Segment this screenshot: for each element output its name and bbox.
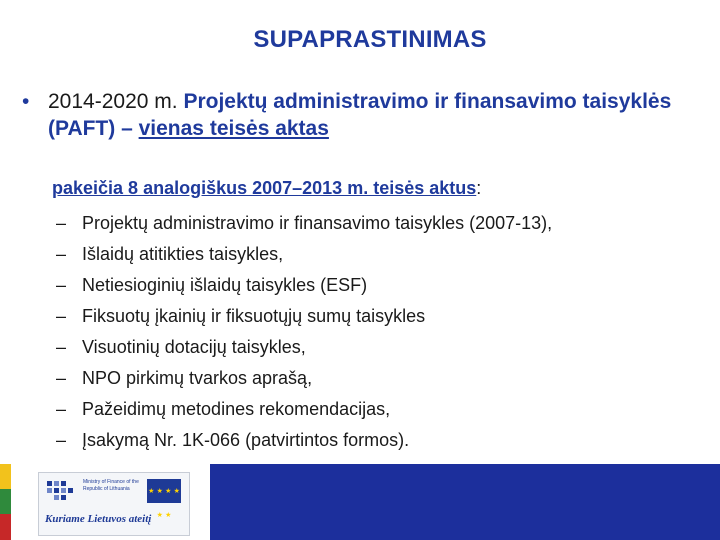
list-item-text: Išlaidų atitikties taisykles, bbox=[82, 244, 284, 264]
sub-intro bbox=[52, 178, 481, 199]
main-bullet-text bbox=[48, 88, 702, 142]
dash-marker: – bbox=[56, 399, 67, 419]
footer bbox=[0, 464, 720, 540]
eu-stars: ★ ★ ★ ★ ★ ★ bbox=[148, 487, 180, 519]
dash-marker: – bbox=[56, 213, 67, 233]
list-item-text: Projektų administravimo ir finansavimo taisykles (2007-13), bbox=[82, 213, 553, 233]
list-item-text: NPO pirkimų tvarkos aprašą, bbox=[82, 368, 313, 388]
list-item bbox=[56, 208, 552, 239]
replaced-acts-list bbox=[56, 208, 552, 456]
sub-intro-text: pakeičia 8 analogiškus 2007–2013 m. teisės aktus bbox=[52, 178, 477, 198]
flag-red-band bbox=[0, 514, 11, 540]
list-item bbox=[56, 332, 552, 363]
dash-marker: – bbox=[56, 368, 67, 388]
main-bullet-bold: Projektų administravimo ir finansavimo taisyklės (PAFT) – bbox=[48, 90, 672, 140]
logo-small-text: Ministry of Finance of the Republic of Lithuania bbox=[83, 479, 139, 492]
list-item-text: Fiksuotų įkainių ir fiksuotųjų sumų taisykles bbox=[82, 306, 426, 326]
main-bullet-underlined: vienas teisės aktas bbox=[138, 117, 329, 140]
slide-title: SUPAPRASTINIMAS bbox=[253, 26, 487, 53]
footer-blue-bar bbox=[210, 464, 720, 540]
main-bullet-prefix: 2014-2020 m. bbox=[48, 90, 184, 113]
list-item-text: Įsakymą Nr. 1K-066 (patvirtintos formos). bbox=[82, 430, 410, 450]
bullet-dot: • bbox=[22, 90, 30, 113]
flag-yellow-band bbox=[0, 464, 11, 489]
list-item bbox=[56, 394, 552, 425]
list-item bbox=[56, 239, 552, 270]
list-item-text: Pažeidimų metodines rekomendacijas, bbox=[82, 399, 391, 419]
eu-flag-icon bbox=[147, 479, 181, 519]
dash-marker: – bbox=[56, 337, 67, 357]
list-item-text: Visuotinių dotacijų taisykles, bbox=[82, 337, 306, 357]
logo-tagline: Kuriame Lietuvos ateitį bbox=[45, 513, 152, 525]
dash-marker: – bbox=[56, 244, 67, 264]
list-item-text: Netiesioginių išlaidų taisykles (ESF) bbox=[82, 275, 368, 295]
lithuanian-flag-stripe bbox=[0, 464, 11, 540]
flag-green-band bbox=[0, 489, 11, 514]
main-bullet bbox=[22, 88, 702, 142]
list-item bbox=[56, 301, 552, 332]
list-item bbox=[56, 425, 552, 456]
list-item bbox=[56, 363, 552, 394]
eu-funds-logo bbox=[38, 472, 190, 536]
dash-marker: – bbox=[56, 306, 67, 326]
dash-marker: – bbox=[56, 430, 67, 450]
ministry-logo-icon bbox=[45, 479, 79, 505]
sub-intro-colon: : bbox=[476, 178, 482, 198]
dash-marker: – bbox=[56, 275, 67, 295]
list-item bbox=[56, 270, 552, 301]
